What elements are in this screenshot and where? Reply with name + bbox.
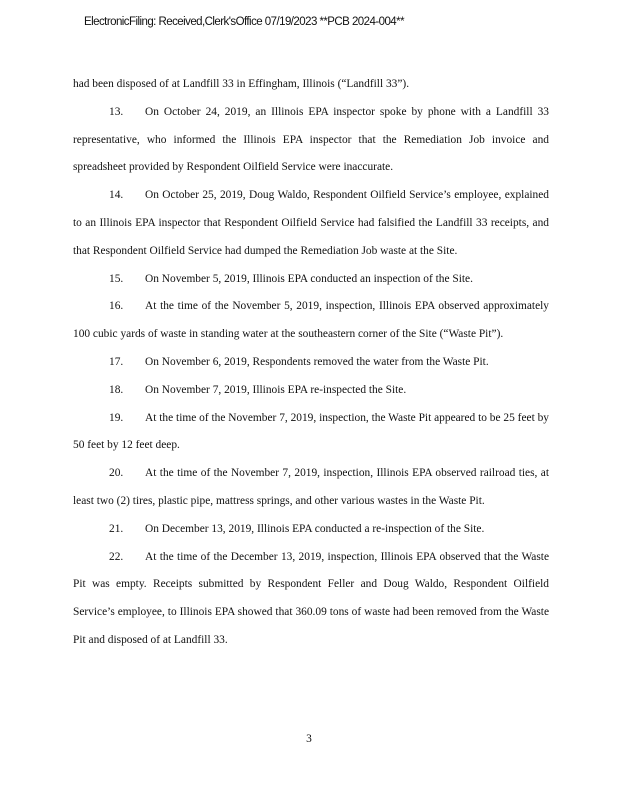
paragraph-text: On November 6, 2019, Respondents removed the water from the Waste Pit. xyxy=(145,355,489,368)
paragraph-number: 22. xyxy=(109,550,124,563)
document-body xyxy=(73,71,549,655)
paragraph-17 xyxy=(73,349,549,377)
paragraph-text: At the time of the November 7, 2019, inspection, the Waste Pit appeared to be 25 feet by 50 feet by 12 feet deep. xyxy=(73,411,549,452)
paragraph-number: 15. xyxy=(109,272,124,285)
paragraph-18 xyxy=(73,377,549,405)
paragraph-20 xyxy=(73,460,549,516)
paragraph-number: 21. xyxy=(109,522,124,535)
paragraph-16 xyxy=(73,293,549,349)
paragraph-text: On November 5, 2019, Illinois EPA conducted an inspection of the Site. xyxy=(145,272,473,285)
paragraph-19 xyxy=(73,405,549,461)
paragraph-number: 18. xyxy=(109,383,124,396)
paragraph-number: 14. xyxy=(109,189,124,202)
paragraph-text: On December 13, 2019, Illinois EPA conducted a re-inspection of the Site. xyxy=(145,522,485,535)
paragraph-text: At the time of the November 7, 2019, inspection, Illinois EPA observed railroad ties, at least two (2) tires, plastic pipe, mattress springs, and other various wastes in the Waste Pit. xyxy=(73,467,549,507)
paragraph-number: 19. xyxy=(109,411,124,424)
paragraph-number: 13. xyxy=(109,105,124,118)
paragraph-text: On October 25, 2019, Doug Waldo, Respondent Oilfield Service’s employee, explained to an Illinois EPA inspector that Respondent Oilfield Service had falsified the Landfill 33 receipts, and that Respondent Oilfield Service had dumped the Remediation Job waste at the Site. xyxy=(73,189,549,257)
paragraph-text: On October 24, 2019, an Illinois EPA inspector spoke by phone with a Landfill 33 representative, who informed the Illinois EPA inspector that the Remediation Job invoice and spreadsheet provided by Respondent Oilfield Service were inaccurate. xyxy=(73,105,549,174)
paragraph-21 xyxy=(73,516,549,544)
paragraph-22 xyxy=(73,544,549,655)
filing-stamp-header: ElectronicFiling: Received,Clerk'sOffice 07/19/2023 **PCB 2024-004** xyxy=(84,16,404,28)
paragraph-number: 17. xyxy=(109,355,124,368)
paragraph-number: 16. xyxy=(109,300,124,313)
page-number: 3 xyxy=(306,733,312,745)
paragraph-text: At the time of the December 13, 2019, inspection, Illinois EPA observed that the Waste Pit was empty. Receipts submitted by Respondent Feller and Doug Waldo, Respondent Oilfield Service’s employee, to Illinois EPA showed that 360.09 tons of waste had been removed from the Waste Pit and disposed of at Landfill 33. xyxy=(73,550,549,646)
paragraph-14 xyxy=(73,182,549,265)
paragraph-text: At the time of the November 5, 2019, inspection, Illinois EPA observed approximately 100 cubic yards of waste in standing water at the southeastern corner of the Site (“Waste Pit”). xyxy=(73,300,549,341)
paragraph-15 xyxy=(73,266,549,294)
paragraph-text: On November 7, 2019, Illinois EPA re-inspected the Site. xyxy=(145,383,407,396)
continuation-paragraph: had been disposed of at Landfill 33 in Effingham, Illinois (“Landfill 33”). xyxy=(73,78,410,90)
paragraph-number: 20. xyxy=(109,467,124,480)
paragraph-13 xyxy=(73,99,549,182)
